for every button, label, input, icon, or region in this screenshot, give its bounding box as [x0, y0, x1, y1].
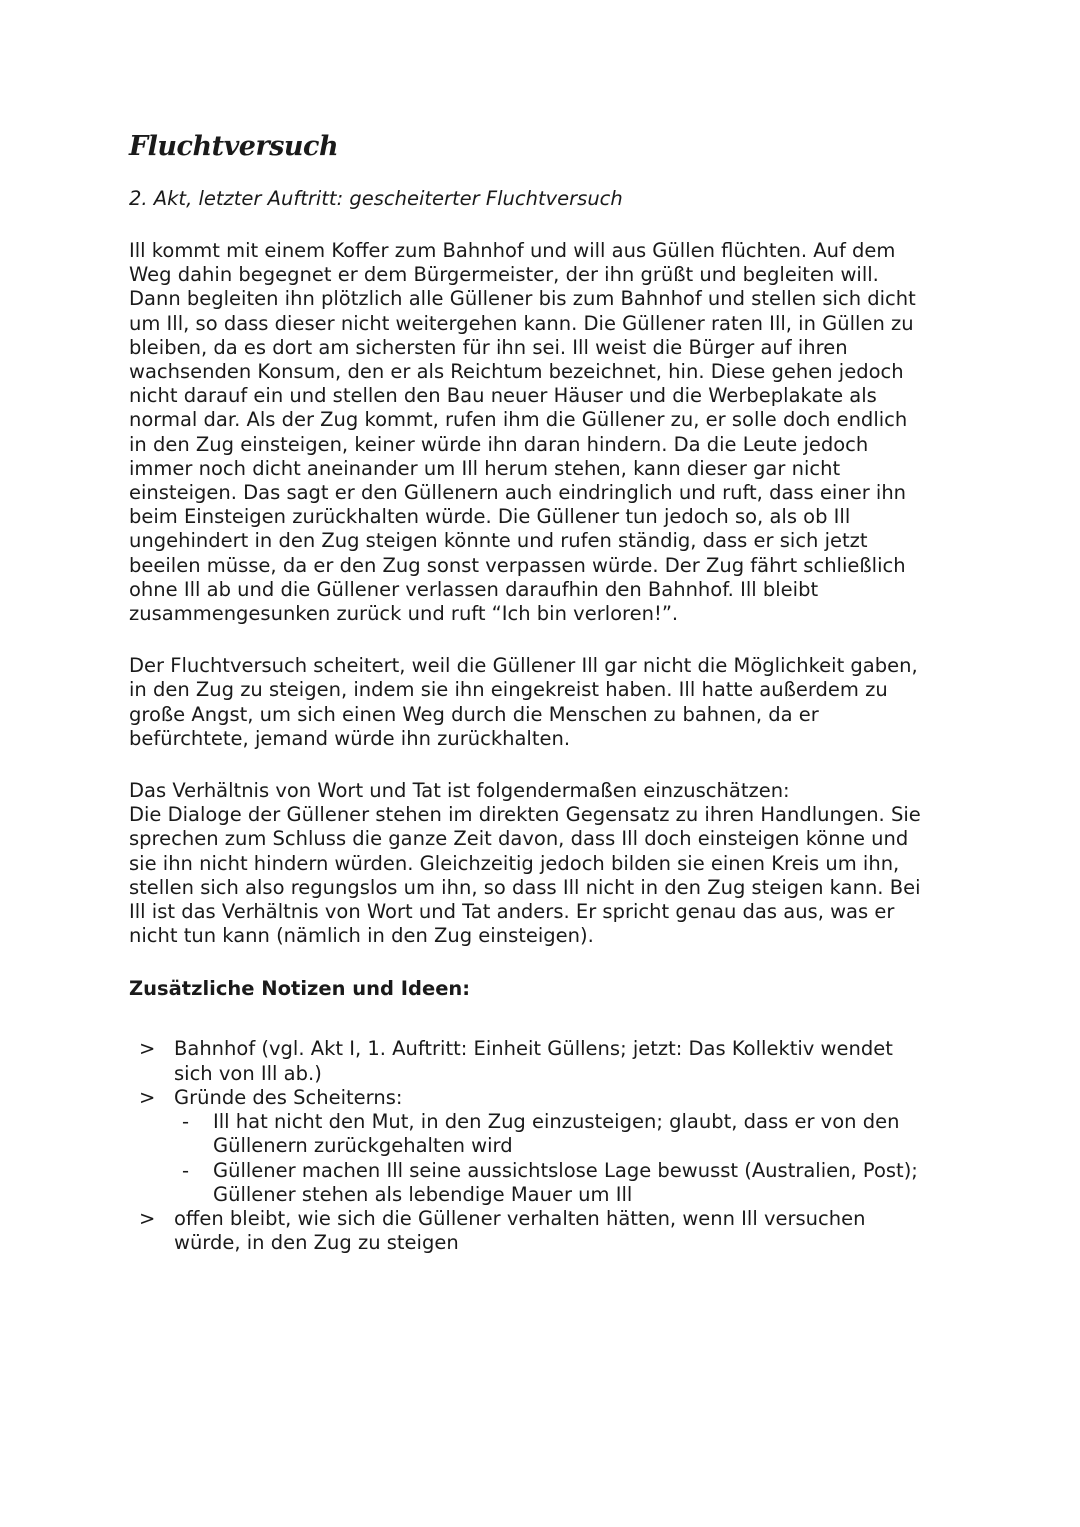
text-line: nicht tun kann (nämlich in den Zug einsteigen).: [129, 924, 594, 948]
chevron-right-icon: >: [139, 1206, 156, 1230]
text-line: um Ill, so dass dieser nicht weitergehen kann. Die Güllener raten Ill, in Güllen zu: [129, 311, 914, 335]
dash-icon: -: [182, 1158, 190, 1182]
text-line: Dann begleiten ihn plötzlich alle Güllener bis zum Bahnhof und stellen sich dicht: [129, 287, 916, 311]
dash-icon: -: [182, 1110, 190, 1134]
text-line: sprechen zum Schluss die ganze Zeit davon, dass Ill doch einsteigen könne und: [129, 827, 909, 851]
text-line: Die Dialoge der Güllener stehen im direkten Gegensatz zu ihren Handlungen. Sie: [129, 803, 921, 827]
text-line: Güllenern zurückgehalten wird: [213, 1134, 513, 1158]
text-line: Ill kommt mit einem Koffer zum Bahnhof und will aus Güllen flüchten. Auf dem: [129, 239, 896, 262]
text-line: bleiben, da es dort am sichersten für ihn sei. Ill weist die Bürger auf ihren: [129, 335, 848, 359]
paragraph-reason: [129, 654, 959, 751]
text-line: in den Zug zu steigen, indem sie ihn eingekreist haben. Ill hatte außerdem zu: [129, 678, 888, 702]
text-line: ungehindert in den Zug steigen könnte und rufen ständig, dass er sich jetzt: [129, 529, 868, 553]
paragraph-summary: [129, 239, 959, 626]
text-line: Gründe des Scheiterns:: [174, 1085, 403, 1109]
text-line: normal dar. Als der Zug kommt, rufen ihm die Güllener zu, er solle doch endlich: [129, 408, 908, 432]
list-item: [129, 1086, 959, 1207]
document-subtitle: 2. Akt, letzter Auftritt: gescheiterter Fluchtversuch: [129, 187, 623, 210]
paragraph-word-and-deed: [129, 779, 959, 948]
text-line: nicht darauf ein und stellen den Bau neuer Häuser und die Werbeplakate als: [129, 384, 877, 408]
notes-heading: Zusätzliche Notizen und Ideen:: [129, 977, 471, 1001]
text-line: sich von Ill ab.): [174, 1061, 322, 1085]
text-line: ohne Ill ab und die Güllener verlassen daraufhin den Bahnhof. Ill bleibt: [129, 577, 819, 601]
text-line: sie ihn nicht hindern würden. Gleichzeitig jedoch bilden sie einen Kreis um ihn,: [129, 851, 900, 875]
chevron-right-icon: >: [139, 1037, 156, 1061]
text-line: Ill hat nicht den Mut, in den Zug einzusteigen; glaubt, dass er von den: [213, 1110, 900, 1134]
notes-list: [129, 1037, 959, 1255]
document-page: [129, 130, 959, 1255]
text-line: Weg dahin begegnet er dem Bürgermeister, der ihn grüßt und begleiten will.: [129, 263, 879, 287]
text-line: würde, in den Zug zu steigen: [174, 1231, 459, 1255]
text-line: einsteigen. Das sagt er den Güllenern auch eindringlich und ruft, dass einer ihn: [129, 481, 907, 505]
text-line: Ill ist das Verhältnis von Wort und Tat anders. Er spricht genau das aus, was er: [129, 900, 895, 924]
text-line: offen bleibt, wie sich die Güllener verhalten hätten, wenn Ill versuchen: [174, 1206, 866, 1230]
document-title: Fluchtversuch: [129, 131, 339, 162]
text-line: große Angst, um sich einen Weg durch die Menschen zu bahnen, da er: [129, 702, 819, 726]
text-line: Der Fluchtversuch scheitert, weil die Güllener Ill gar nicht die Möglichkeit gaben,: [129, 654, 918, 678]
text-line: stellen sich also regungslos um ihn, so dass Ill nicht in den Zug steigen kann. Bei: [129, 875, 921, 899]
text-line: Bahnhof (vgl. Akt I, 1. Auftritt: Einheit Güllens; jetzt: Das Kollektiv wendet: [174, 1037, 893, 1061]
text-line: immer noch dicht aneinander um Ill herum stehen, kann dieser gar nicht: [129, 456, 841, 480]
list-item: [129, 1207, 959, 1255]
text-line: Das Verhältnis von Wort und Tat ist folgendermaßen einzuschätzen:: [129, 779, 790, 803]
text-line: beeilen müsse, da er den Zug sonst verpassen würde. Der Zug fährt schließlich: [129, 553, 906, 577]
text-line: befürchtete, jemand würde ihn zurückhalten.: [129, 726, 571, 750]
chevron-right-icon: >: [139, 1085, 156, 1109]
text-line: Güllener machen Ill seine aussichtslose Lage bewusst (Australien, Post);: [213, 1158, 918, 1182]
text-line: in den Zug einsteigen, keiner würde ihn daran hindern. Da die Leute jedoch: [129, 432, 869, 456]
sub-list-item: [174, 1110, 959, 1158]
text-line: wachsenden Konsum, den er als Reichtum bezeichnet, hin. Diese gehen jedoch: [129, 360, 904, 384]
text-line: beim Einsteigen zurückhalten würde. Die Güllener tun jedoch so, als ob Ill: [129, 505, 851, 529]
sub-list: [174, 1110, 959, 1207]
text-line: zusammengesunken zurück und ruft “Ich bin verloren!”.: [129, 602, 679, 626]
sub-list-item: [174, 1159, 959, 1207]
list-item: [129, 1037, 959, 1085]
text-line: Güllener stehen als lebendige Mauer um Ill: [213, 1182, 633, 1206]
